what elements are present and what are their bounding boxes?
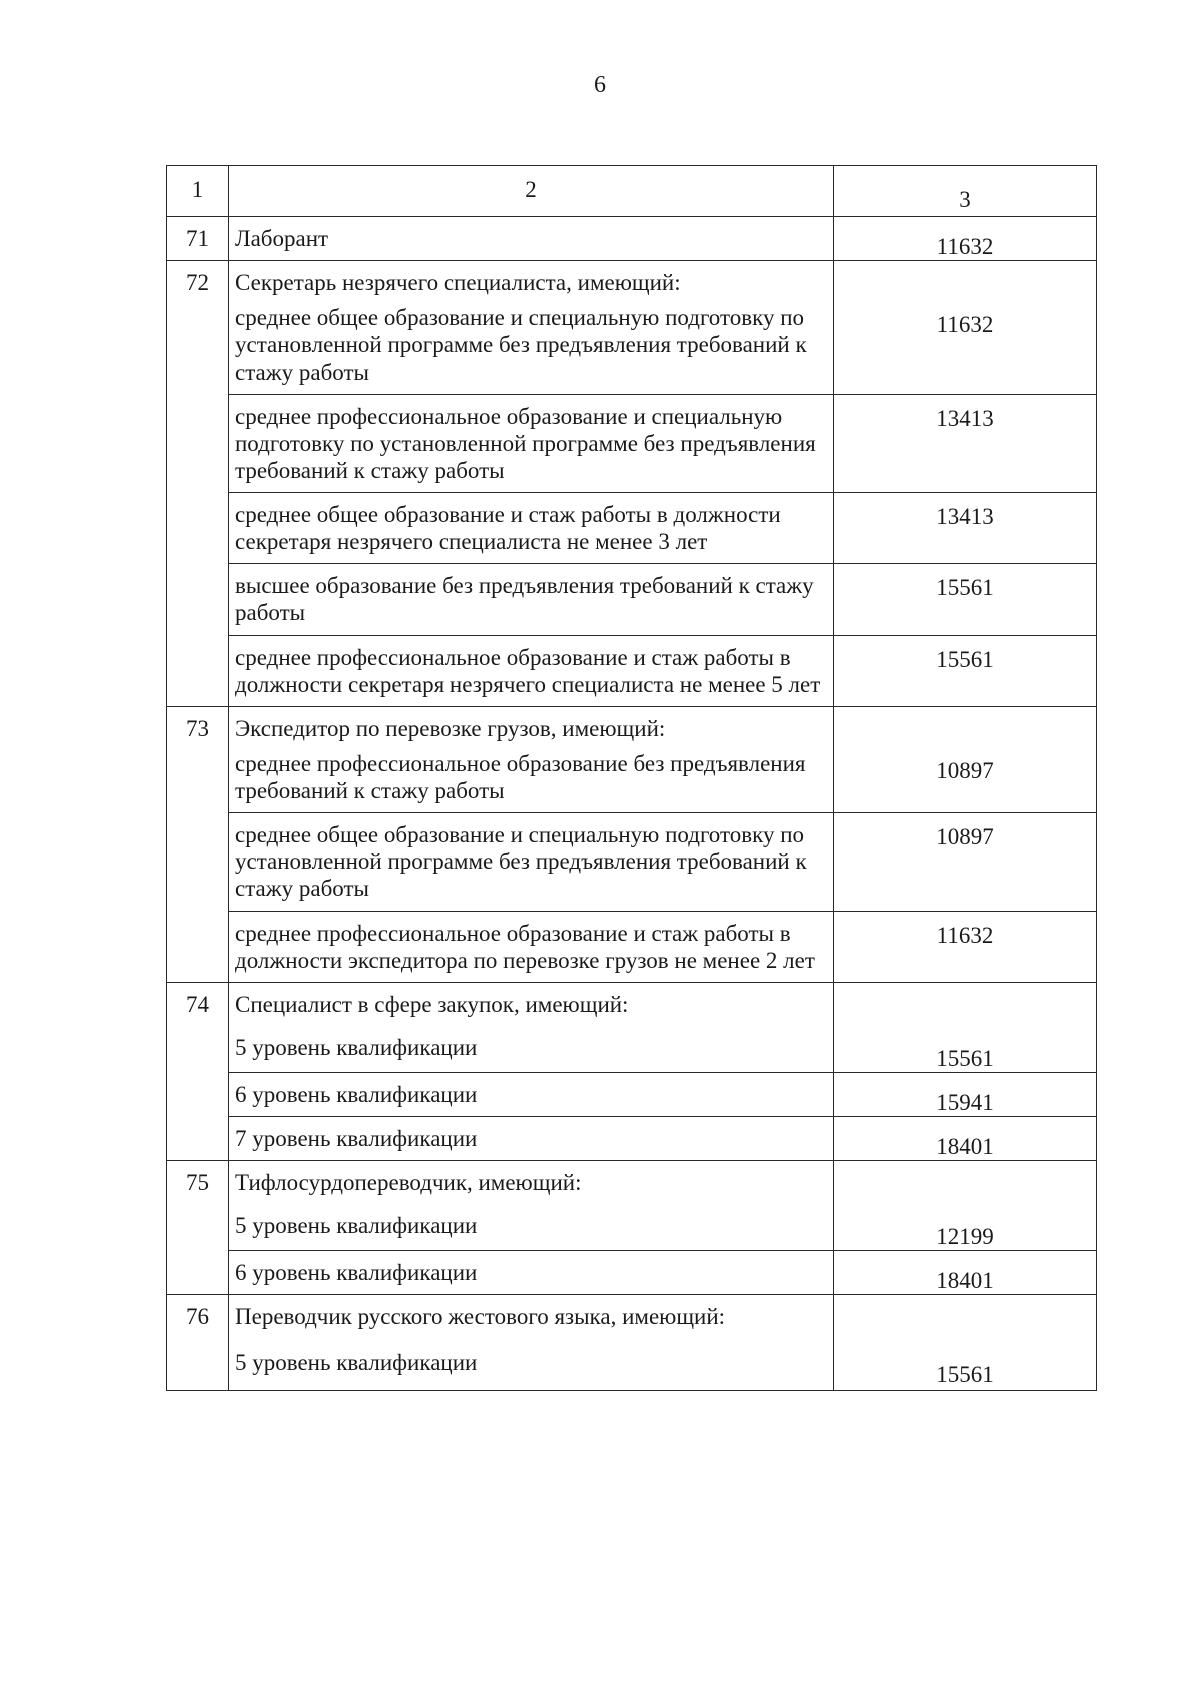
table-row: [167, 635, 1097, 706]
salary-table: [166, 165, 1097, 1391]
position-cell: [229, 706, 834, 812]
salary-cell: [834, 635, 1097, 706]
row-number-cell: [167, 261, 229, 707]
salary-cell: [834, 1251, 1097, 1295]
requirement-text: 7 уровень квалификации: [235, 1126, 478, 1151]
salary-cell: [834, 706, 1097, 812]
requirement-text: среднее общее образование и специальную подготовку по установленной программе без предъявления требований к стажу работы: [235, 822, 807, 902]
table-header-row: [167, 166, 1097, 217]
header-cell: [167, 166, 229, 217]
table-row: [167, 1295, 1097, 1390]
requirement-text: 5 уровень квалификации: [235, 1213, 478, 1239]
salary-cell: [834, 1161, 1097, 1251]
requirement-text: среднее общее образование и стаж работы в должности секретаря незрячего специалиста не менее 3 лет: [235, 502, 781, 555]
salary-cell: [834, 564, 1097, 635]
requirement-cell: [229, 813, 834, 911]
position-title: Экспедитор по перевозке грузов, имеющий:: [235, 715, 666, 741]
requirement-cell: [229, 1251, 834, 1295]
salary-cell: [834, 1117, 1097, 1161]
requirement-cell: [229, 911, 834, 982]
salary-value: 10897: [936, 824, 994, 850]
row-number: 75: [186, 1170, 209, 1196]
requirement-cell: [229, 1072, 834, 1116]
salary-value: 10897: [936, 757, 994, 783]
table-row: [167, 493, 1097, 564]
requirement-text: среднее профессиональное образование и специальную подготовку по установленной программе без предъявления требований к стажу работы: [235, 403, 816, 483]
header-col-3: 3: [959, 187, 971, 212]
row-number-cell: [167, 217, 229, 261]
header-col-1: 1: [191, 177, 204, 202]
page-number: 6: [594, 72, 606, 98]
table-row: [167, 564, 1097, 635]
salary-cell: [834, 394, 1097, 492]
salary-cell: [834, 813, 1097, 911]
table-row: [167, 1117, 1097, 1161]
position-title: Тифлосурдопереводчик, имеющий:: [235, 1170, 582, 1196]
position-name: Лаборант: [235, 226, 329, 251]
row-number: 76: [186, 1304, 209, 1330]
table-row: [167, 911, 1097, 982]
salary-value: 15561: [936, 1045, 994, 1071]
table-row: [167, 261, 1097, 395]
header-col-2: 2: [525, 177, 537, 202]
position-cell: [229, 1161, 834, 1251]
table-row: [167, 706, 1097, 812]
position-title: Специалист в сфере закупок, имеющий:: [235, 991, 629, 1017]
requirement-text: 6 уровень квалификации: [235, 1081, 478, 1107]
table-row: [167, 982, 1097, 1072]
row-number: 74: [186, 991, 209, 1017]
requirement-cell: [229, 394, 834, 492]
requirement-text: 6 уровень квалификации: [235, 1260, 478, 1286]
row-number-cell: [167, 706, 229, 982]
salary-value: 12199: [936, 1224, 994, 1250]
table-row: [167, 394, 1097, 492]
salary-value: 11632: [936, 234, 994, 259]
requirement-cell: [229, 1117, 834, 1161]
position-cell: [229, 982, 834, 1072]
row-number: 72: [186, 270, 209, 296]
salary-cell: [834, 911, 1097, 982]
position-cell: [229, 261, 834, 395]
table-row: [167, 1161, 1097, 1251]
requirement-text: высшее образование без предъявления требований к стажу работы: [235, 573, 814, 626]
header-cell: [229, 166, 834, 217]
position-cell: [229, 1295, 834, 1390]
salary-value: 15561: [936, 1362, 994, 1388]
salary-cell: [834, 982, 1097, 1072]
table-row: [167, 813, 1097, 911]
requirement-cell: [229, 635, 834, 706]
salary-cell: [834, 261, 1097, 395]
salary-value: 15561: [936, 575, 994, 601]
salary-value: 15941: [936, 1089, 994, 1115]
table-row: [167, 217, 1097, 261]
requirement-text: среднее общее образование и специальную подготовку по установленной программе без предъявления требований к стажу работы: [235, 305, 807, 385]
salary-value: 18401: [936, 1134, 994, 1159]
requirement-text: среднее профессиональное образование и стаж работы в должности секретаря незрячего специалиста не менее 5 лет: [235, 644, 821, 697]
requirement-text: 5 уровень квалификации: [235, 1349, 478, 1375]
row-number: 73: [186, 715, 209, 741]
salary-cell: [834, 217, 1097, 261]
row-number-cell: [167, 1295, 229, 1390]
table-row: [167, 1251, 1097, 1295]
salary-cell: [834, 1072, 1097, 1116]
requirement-text: среднее профессиональное образование и стаж работы в должности экспедитора по перевозке грузов не менее 2 лет: [235, 920, 815, 973]
salary-value: 11632: [936, 922, 994, 948]
table-row: [167, 1072, 1097, 1116]
salary-value: 13413: [936, 504, 994, 529]
salary-value: 11632: [936, 312, 994, 338]
requirement-cell: [229, 493, 834, 564]
salary-cell: [834, 1295, 1097, 1390]
salary-cell: [834, 493, 1097, 564]
row-number-cell: [167, 1161, 229, 1295]
requirement-cell: [229, 564, 834, 635]
requirement-text: среднее профессиональное образование без предъявления требований к стажу работы: [235, 750, 806, 803]
salary-value: 15561: [936, 646, 994, 672]
position-title: Секретарь незрячего специалиста, имеющий:: [235, 270, 681, 296]
header-cell: [834, 166, 1097, 217]
salary-value: 18401: [936, 1268, 994, 1294]
requirement-text: 5 уровень квалификации: [235, 1034, 478, 1060]
row-number-cell: [167, 982, 229, 1160]
position-cell: [229, 217, 834, 261]
salary-value: 13413: [936, 405, 994, 431]
row-number: 71: [186, 226, 209, 251]
position-title: Переводчик русского жестового языка, имеющий:: [235, 1304, 726, 1330]
